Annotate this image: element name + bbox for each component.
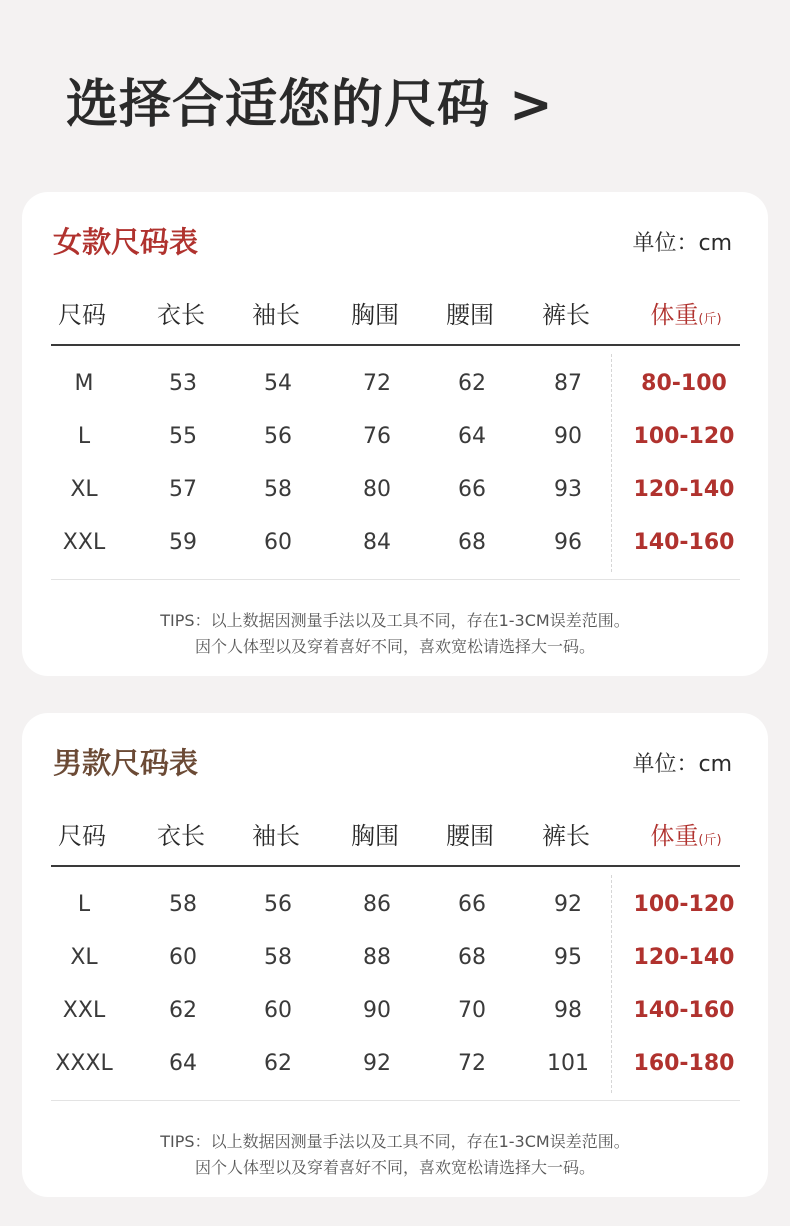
cell-chest: 90 xyxy=(363,998,391,1023)
men-chart-title: 男款尺码表 xyxy=(53,746,199,780)
cell-waist: 68 xyxy=(458,945,486,970)
cell-pants-length: 95 xyxy=(554,945,582,970)
tips-line-2: 因个人体型以及穿着喜好不同，喜欢宽松请选择大一码。 xyxy=(194,637,595,656)
header-divider xyxy=(51,344,740,346)
weight-unit: (斤) xyxy=(698,312,722,327)
cell-size: M xyxy=(74,371,94,396)
cell-sleeve: 58 xyxy=(264,477,292,502)
cell-length: 57 xyxy=(169,477,197,502)
cell-size: L xyxy=(77,892,91,917)
header-size: 尺码 xyxy=(58,301,106,329)
cell-weight: 140-160 xyxy=(633,530,735,555)
cell-pants-length: 101 xyxy=(547,1051,589,1076)
unit-label: 单位：cm xyxy=(632,231,732,256)
cell-weight: 80-100 xyxy=(641,371,727,396)
cell-chest: 80 xyxy=(363,477,391,502)
unit-label: 单位：cm xyxy=(632,752,732,777)
header-pants-length: 裤长 xyxy=(542,822,590,850)
header-size: 尺码 xyxy=(58,822,106,850)
cell-length: 60 xyxy=(169,945,197,970)
header-sleeve: 袖长 xyxy=(252,301,300,329)
tips-line-1: TIPS：以上数据因测量手法以及工具不同，存在1-3CM误差范围。 xyxy=(160,1132,630,1151)
cell-sleeve: 62 xyxy=(264,1051,292,1076)
women-chart-title: 女款尺码表 xyxy=(53,225,199,259)
cell-length: 62 xyxy=(169,998,197,1023)
cell-waist: 70 xyxy=(458,998,486,1023)
cell-sleeve: 58 xyxy=(264,945,292,970)
cell-sleeve: 60 xyxy=(264,530,292,555)
cell-waist: 66 xyxy=(458,892,486,917)
cell-length: 58 xyxy=(169,892,197,917)
cell-pants-length: 90 xyxy=(554,424,582,449)
cell-pants-length: 93 xyxy=(554,477,582,502)
header-weight-label: 体重 xyxy=(650,822,699,850)
header-weight-label: 体重 xyxy=(650,301,699,329)
cell-weight: 100-120 xyxy=(633,892,735,917)
weight-unit: (斤) xyxy=(698,833,722,848)
header-pants-length: 裤长 xyxy=(542,301,590,329)
cell-weight: 120-140 xyxy=(633,477,735,502)
cell-length: 55 xyxy=(169,424,197,449)
cell-pants-length: 87 xyxy=(554,371,582,396)
cell-sleeve: 56 xyxy=(264,892,292,917)
cell-chest: 88 xyxy=(363,945,391,970)
cell-sleeve: 60 xyxy=(264,998,292,1023)
cell-length: 64 xyxy=(169,1051,197,1076)
cell-chest: 86 xyxy=(363,892,391,917)
cell-length: 53 xyxy=(169,371,197,396)
cell-weight: 100-120 xyxy=(633,424,735,449)
cell-size: XXXL xyxy=(55,1051,113,1076)
cell-weight: 120-140 xyxy=(633,945,735,970)
page-title: 选择合适您的尺码 > xyxy=(66,75,554,135)
men-size-chart xyxy=(22,713,768,1197)
cell-waist: 64 xyxy=(458,424,486,449)
cell-size: XL xyxy=(70,477,98,502)
header-weight xyxy=(650,816,721,850)
cell-sleeve: 56 xyxy=(264,424,292,449)
cell-pants-length: 92 xyxy=(554,892,582,917)
header-weight xyxy=(650,295,721,329)
cell-weight: 140-160 xyxy=(633,998,735,1023)
header-divider xyxy=(51,865,740,867)
cell-waist: 72 xyxy=(458,1051,486,1076)
header-sleeve: 袖长 xyxy=(252,822,300,850)
weight-column-divider xyxy=(611,875,612,1093)
women-size-chart xyxy=(22,192,768,676)
cell-length: 59 xyxy=(169,530,197,555)
cell-chest: 92 xyxy=(363,1051,391,1076)
cell-chest: 84 xyxy=(363,530,391,555)
cell-pants-length: 96 xyxy=(554,530,582,555)
cell-waist: 68 xyxy=(458,530,486,555)
cell-waist: 62 xyxy=(458,371,486,396)
tips-line-2: 因个人体型以及穿着喜好不同，喜欢宽松请选择大一码。 xyxy=(194,1158,595,1177)
cell-chest: 72 xyxy=(363,371,391,396)
cell-waist: 66 xyxy=(458,477,486,502)
cell-size: L xyxy=(77,424,91,449)
cell-size: XXL xyxy=(62,998,106,1023)
cell-size: XL xyxy=(70,945,98,970)
cell-size: XXL xyxy=(62,530,106,555)
header-length: 衣长 xyxy=(157,301,205,329)
header-waist: 腰围 xyxy=(446,301,494,329)
cell-weight: 160-180 xyxy=(633,1051,735,1076)
cell-chest: 76 xyxy=(363,424,391,449)
header-chest: 胸围 xyxy=(351,301,399,329)
weight-column-divider xyxy=(611,354,612,572)
table-bottom-divider xyxy=(51,579,740,580)
tips-line-1: TIPS：以上数据因测量手法以及工具不同，存在1-3CM误差范围。 xyxy=(160,611,630,630)
header-length: 衣长 xyxy=(157,822,205,850)
cell-pants-length: 98 xyxy=(554,998,582,1023)
cell-sleeve: 54 xyxy=(264,371,292,396)
header-chest: 胸围 xyxy=(351,822,399,850)
header-waist: 腰围 xyxy=(446,822,494,850)
table-bottom-divider xyxy=(51,1100,740,1101)
